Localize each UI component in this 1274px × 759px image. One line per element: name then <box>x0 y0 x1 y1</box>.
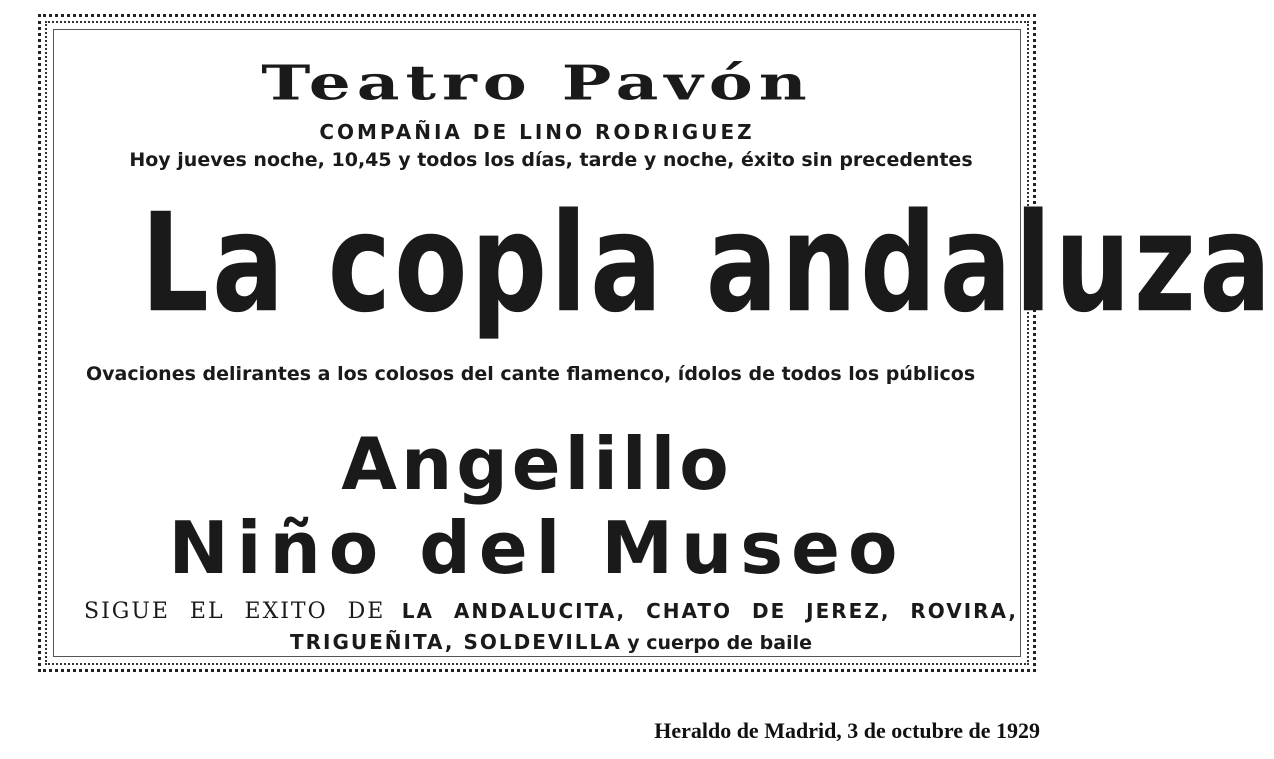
supporting-lead: SIGUE EL EXITO DE <box>84 599 386 624</box>
newspaper-advertisement <box>38 14 1274 672</box>
supporting-cast <box>84 596 1018 658</box>
source-credit: Heraldo de Madrid, 3 de octubre de 1929 <box>654 718 1040 743</box>
supporting-tail: y cuerpo de baile <box>627 632 813 654</box>
ovations-text: Ovaciones delirantes a los colosos del cante flamenco, ídolos de todos los públicos <box>86 363 976 385</box>
star-performer-2: Niño del Museo <box>168 506 906 590</box>
ad-inner-border <box>53 29 1274 657</box>
company-name: COMPAÑIA DE LINO RODRIGUEZ <box>319 120 755 144</box>
supporting-names: LA ANDALUCITA, CHATO DE JEREZ, ROVIRA, TRIGUEÑITA, SOLDEVILLA <box>289 599 1018 654</box>
play-title: La copla andaluza <box>140 183 1274 343</box>
star-performer-1: Angelillo <box>341 422 733 506</box>
theatre-name: Teatro Pavón <box>261 54 813 112</box>
schedule-text: Hoy jueves noche, 10,45 y todos los días, tarde y noche, éxito sin precedentes <box>129 149 973 171</box>
